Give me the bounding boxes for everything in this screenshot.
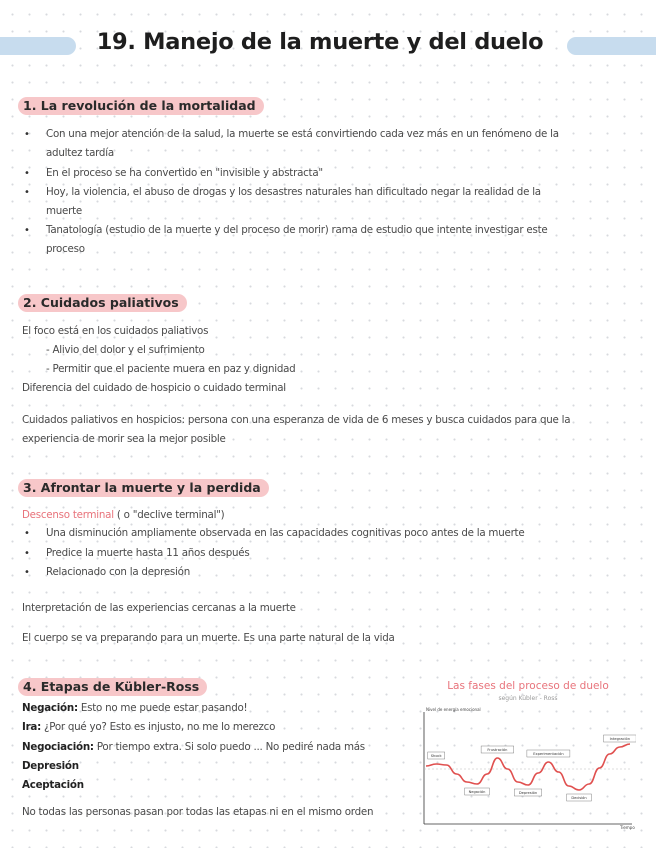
chart-title: Las fases del proceso de duelo [447, 680, 609, 692]
s4-note: No todas las personas pasan por todas las etapas ni en el mismo orden [22, 806, 374, 818]
section-heading-3: 3. Afrontar la muerte y la perdida [18, 479, 269, 497]
s1-bullet-3-line-1: Hoy, la violencia, el abuso de drogas y los desastres naturales han dificultado negar la realidad de la [46, 186, 541, 198]
s2-line-1: El foco está en los cuidados paliativos [22, 325, 209, 337]
stage-term: Negociación: [22, 741, 94, 753]
title-bar [0, 31, 656, 61]
s1-bullet-4-line-2: proceso [46, 243, 85, 255]
page-title: 19. Manejo de la muerte y del duelo [96, 29, 544, 55]
stage-label: Experimentación [533, 752, 564, 756]
section-heading-4: 4. Etapas de Kübler-Ross [18, 678, 207, 696]
s3-bullet-2: Predice la muerte hasta 11 años después [46, 547, 250, 559]
bullet: • [24, 548, 30, 559]
s1-bullet-1-line-1: Con una mejor atención de la salud, la muerte se está convirtiendo cada vez más en un fenómeno de la [46, 128, 559, 140]
s3-term: Descenso terminal [22, 509, 114, 521]
s3-paragraph-2: El cuerpo se va preparando para un muerte. Es una parte natural de la vida [22, 632, 395, 644]
bullet: • [24, 225, 30, 236]
s2-line-4: Diferencia del cuidado de hospicio o cuidado terminal [22, 382, 286, 394]
s3-paragraph-1: Interpretación de las experiencias cercanas a la muerte [22, 602, 296, 614]
grief-phases-chart [420, 678, 636, 833]
stage-term: Aceptación [22, 779, 84, 791]
stage-ira [22, 718, 275, 737]
s2-paragraph-line-2: experiencia de morir sea la mejor posible [22, 433, 226, 445]
stage-negociacion [22, 738, 365, 757]
bullet: • [24, 567, 30, 578]
stage-text: Esto no me puede estar pasando! [77, 702, 248, 714]
section-heading-2: 2. Cuidados paliativos [18, 294, 187, 312]
stage-term: Ira: [22, 721, 41, 733]
stage-aceptacion [22, 776, 84, 795]
section-heading-1: 1. La revolución de la mortalidad [18, 97, 264, 115]
s3-bullet-3: Relacionado con la depresión [46, 566, 190, 578]
bullet: • [24, 129, 30, 140]
s2-line-3: - Permitir que el paciente muera en paz y dignidad [46, 363, 296, 375]
chart-subtitle: según Kübler - Ross [498, 695, 558, 702]
title-decoration-right [567, 37, 656, 55]
stage-text: ¿Por qué yo? Esto es injusto, no me lo merezco [40, 721, 276, 733]
s2-paragraph-line-1: Cuidados paliativos en hospicios: persona con una esperanza de vida de 6 meses y busca cuidados para que la [22, 414, 571, 426]
chart-canvas [420, 678, 636, 833]
stage-depresion [22, 757, 79, 776]
bullet: • [24, 528, 30, 539]
stage-text: Por tiempo extra. Si solo puedo ... No pediré nada más [93, 741, 365, 753]
stage-term: Negación: [22, 702, 78, 714]
s3-term-line [22, 506, 224, 525]
stage-term: Depresión [22, 760, 79, 772]
stage-label: Shock [430, 754, 442, 758]
stage-label: Decisión [571, 796, 587, 800]
stage-label: Integración [609, 737, 630, 741]
stage-label: Depresión [518, 791, 538, 795]
s2-line-2: - Alivio del dolor y el sufrimiento [46, 344, 205, 356]
stage-label: Frustración [487, 748, 508, 752]
s1-bullet-3-line-2: muerte [46, 205, 82, 217]
s3-term-rest: ( o "declive terminal") [113, 509, 225, 521]
s1-bullet-4-line-1: Tanatología (estudio de la muerte y del proceso de morir) rama de estudio que intente investigar este [46, 224, 548, 236]
title-decoration-left [0, 37, 76, 55]
s3-bullet-1: Una disminución ampliamente observada en las capacidades cognitivas poco antes de la muerte [46, 527, 525, 539]
bullet: • [24, 168, 30, 179]
stage-negacion [22, 699, 247, 718]
s1-bullet-1-line-2: adultez tardía [46, 147, 114, 159]
stage-label: Negación [468, 790, 486, 794]
s1-bullet-2: En el proceso se ha convertido en "invisible y abstracta" [46, 167, 323, 179]
x-axis-label: Tiempo [620, 825, 635, 830]
y-axis-label: Nivel de energía emocional [426, 707, 481, 712]
bullet: • [24, 187, 30, 198]
